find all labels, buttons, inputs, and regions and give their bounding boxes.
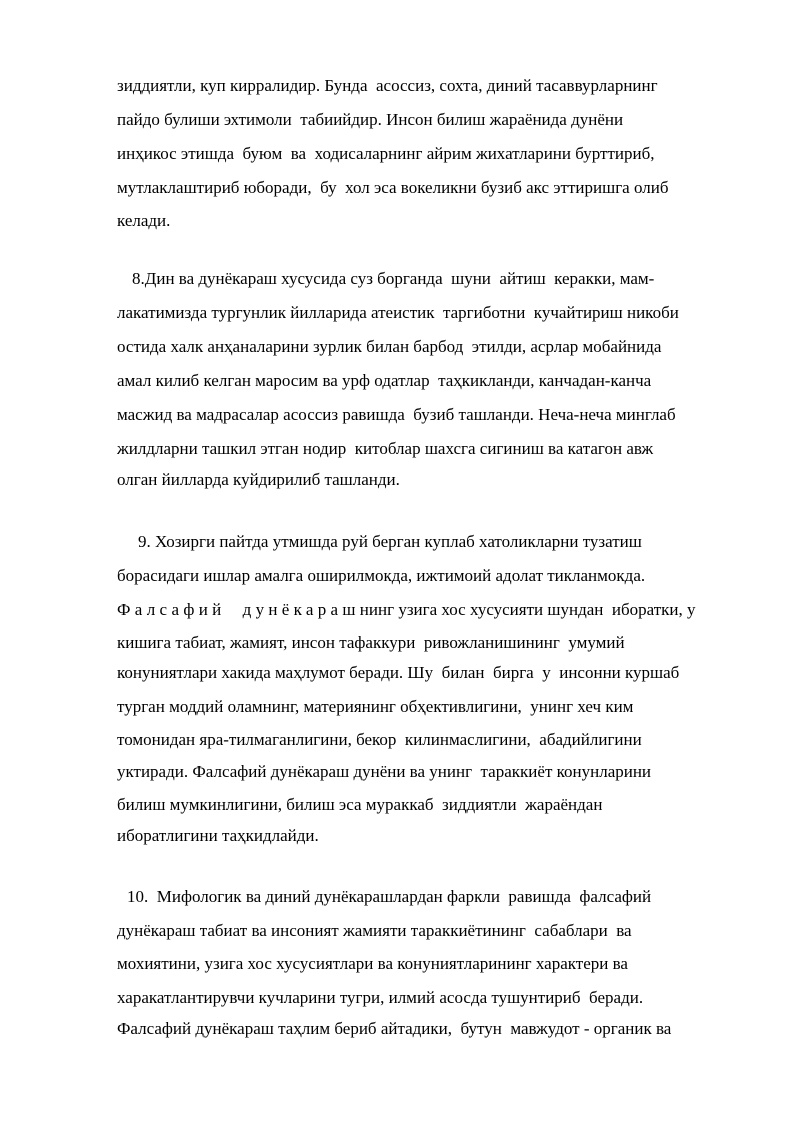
text-line: иборатлигини таҳкидлайди. bbox=[117, 826, 319, 845]
text-line: билиш мумкинлигини, билиш эса мураккаб зиддиятли жараёндан bbox=[117, 795, 603, 814]
text-line: пайдо булиши эхтимоли табиийдир. Инсон билиш жараёнида дунёни bbox=[117, 110, 624, 129]
text-line: кишига табиат, жамият, инсон тафаккури ривожланишининг умумий bbox=[117, 633, 625, 652]
text-line: дунёкараш табиат ва инсоният жамияти тараккиётининг сабаблари ва bbox=[117, 921, 632, 940]
text-line: масжид ва мадрасалар асоссиз равишда бузиб ташланди. Неча-неча минглаб bbox=[117, 405, 676, 424]
text-line: 8.Дин ва дунёкараш хусусида суз борганда шуни айтиш керакки, мам- bbox=[132, 269, 655, 288]
text-line: конуниятлари хакида маҳлумот беради. Шу билан бирга у инсонни куршаб bbox=[117, 663, 680, 682]
text-line: харакатлантирувчи кучларини тугри, илмий асосда тушунтириб беради. bbox=[117, 988, 644, 1007]
text-line: келади. bbox=[117, 211, 171, 230]
text-line: мохиятини, узига хос хусусиятлари ва конуниятларининг характери ва bbox=[117, 954, 628, 973]
text-line: мутлаклаштириб юборади, бу хол эса вокеликни бузиб акс эттиришга олиб bbox=[117, 178, 669, 197]
text-line: Фалсафий дунёкараш таҳлим бериб айтадики, бутун мавжудот - органик ва bbox=[117, 1019, 672, 1038]
text-line: остида халк анҳаналарини зурлик билан барбод этилди, асрлар мобайнида bbox=[117, 337, 662, 356]
text-line bbox=[117, 599, 696, 621]
text-line: амал килиб келган маросим ва урф одатлар таҳкикланди, канчадан-канча bbox=[117, 371, 652, 390]
text-line: инҳикос этишда буюм ва ходисаларнинг айрим жихатларини бурттириб, bbox=[117, 144, 655, 163]
text-line: томонидан яра-тилмаганлигини, бекор килинмаслигини, абадийлигини bbox=[117, 730, 642, 749]
text-line: олган йилларда куйдирилиб ташланди. bbox=[117, 470, 400, 489]
text-line: турган моддий оламнинг, материянинг обҳективлигини, унинг хеч ким bbox=[117, 697, 634, 716]
text-line: 9. Хозирги пайтда утмишда руй берган куплаб хатоликларни тузатиш bbox=[138, 532, 642, 551]
text-line: зиддиятли, куп кирралидир. Бунда асоссиз, сохта, диний тасаввурларнинг bbox=[117, 76, 658, 95]
text-line: жилдларни ташкил этган нодир китоблар шахсга сигиниш ва катагон авж bbox=[117, 439, 654, 458]
text-line: уктиради. Фалсафий дунёкараш дунёни ва унинг тараккиёт конунларини bbox=[117, 762, 652, 781]
text-line: 10. Мифологик ва диний дунёкарашлардан фаркли равишда фалсафий bbox=[127, 887, 652, 906]
emphasized-term: Фалсафий дунёкараш bbox=[117, 600, 360, 619]
text-line: лакатимизда тургунлик йилларида атеистик таргиботни кучайтириш никоби bbox=[117, 303, 679, 322]
text-span: нинг узига хос хусусияти шундан иборатки, у bbox=[359, 600, 696, 619]
text-line: борасидаги ишлар амалга оширилмокда, ижтимоий адолат тикланмокда. bbox=[117, 566, 646, 585]
